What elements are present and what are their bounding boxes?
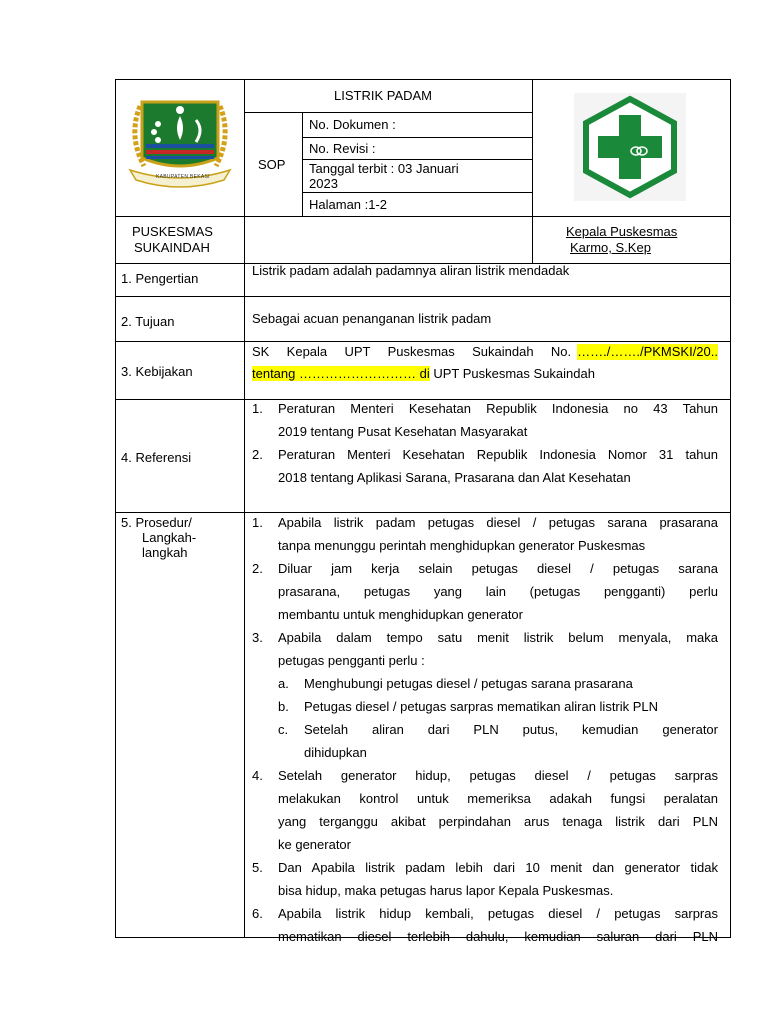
bekasi-seal-logo [124, 96, 236, 192]
kebijakan-number-placeholder: ……./……./PKMSKI/20.. [577, 344, 718, 359]
list-text: Petugas diesel / petugas sarpras mematikan aliran listrik PLN [304, 699, 659, 714]
list-number: 4. [252, 768, 263, 783]
list-number: 5. [252, 860, 263, 875]
list-item [252, 443, 718, 466]
list-text: tanpa menunggu perintah menghidupkan generator Puskesmas [278, 538, 646, 553]
referensi-list [252, 397, 718, 489]
kebijakan-label: 3. Kebijakan [121, 364, 193, 379]
list-item [252, 466, 718, 489]
list-text: 2019 tentang Pusat Kesehatan Masyarakat [278, 424, 528, 439]
document-title: LISTRIK PADAM [334, 88, 433, 103]
list-text: melakukan kontrol untuk memeriksa adakah fungsi peralatan [278, 791, 718, 806]
list-text: Apabila listrik padam petugas diesel / petugas sarana prasarana [278, 515, 718, 530]
list-text: Diluar jam kerja selain petugas diesel / petugas sarana [278, 561, 718, 576]
halaman: Halaman :1-2 [309, 197, 388, 212]
list-number: 1. [252, 515, 263, 530]
list-text: Dan Apabila listrik padam lebih dari 10 menit dan generator tidak [278, 860, 718, 875]
list-text: Peraturan Menteri Kesehatan Republik Indonesia no 43 Tahun [278, 401, 718, 416]
no-dokumen: No. Dokumen : [309, 117, 396, 132]
list-text: Setelah aliran dari PLN putus, kemudian generator [304, 722, 718, 737]
tujuan-label: 2. Tujuan [121, 314, 175, 329]
list-letter: a. [278, 676, 289, 691]
prosedur-label-1: 5. Prosedur/ [121, 515, 192, 530]
list-text: ke generator [278, 837, 351, 852]
list-letter: c. [278, 722, 289, 737]
list-number: 3. [252, 630, 263, 645]
sop-label: SOP [258, 157, 286, 172]
list-number: 2. [252, 447, 263, 462]
list-text: petugas pengganti perlu : [278, 653, 425, 668]
prosedur-label-3: langkah [142, 545, 188, 560]
list-number: 6. [252, 906, 263, 921]
list-text: prasarana, petugas yang lain (petugas pengganti) perlu [278, 584, 718, 599]
list-text: dihidupkan [304, 745, 367, 760]
pengertian-label: 1. Pengertian [121, 271, 199, 286]
list-item [252, 420, 718, 443]
puskesmas-name-2: SUKAINDAH [134, 240, 210, 255]
pengertian-text: Listrik padam adalah padamnya aliran listrik mendadak [252, 263, 570, 278]
prosedur-label-2: Langkah- [142, 530, 197, 545]
list-number: 2. [252, 561, 263, 576]
kebijakan-text-b: UPT Puskesmas Sukaindah [433, 366, 595, 381]
seal-ribbon-text: KABUPATEN BEKASI [156, 174, 210, 180]
list-number: 1. [252, 401, 263, 416]
list-item [252, 397, 718, 420]
kepala-puskesmas-title: Kepala Puskesmas [566, 224, 678, 239]
puskesmas-logo [574, 93, 686, 201]
tujuan-text: Sebagai acuan penanganan listrik padam [252, 311, 492, 326]
kebijakan-tentang-placeholder: tentang ……………………… di [252, 366, 430, 381]
kebijakan-text-a: SK Kepala UPT Puskesmas Sukaindah No. [252, 344, 572, 359]
list-text: Apabila listrik hidup kembali, petugas diesel / petugas sarpras [278, 906, 718, 921]
list-text: Apabila dalam tempo satu menit listrik belum menyala, maka [278, 630, 718, 645]
no-revisi: No. Revisi : [309, 141, 376, 156]
list-text: Peraturan Menteri Kesehatan Republik Indonesia Nomor 31 tahun [278, 447, 718, 462]
referensi-label: 4. Referensi [121, 450, 192, 465]
puskesmas-name-1: PUSKESMAS [132, 224, 213, 239]
list-text: mematikan diesel terlebih dahulu, kemudian saluran dari PLN [278, 929, 718, 944]
list-text: Menghubungi petugas diesel / petugas sarana prasarana [304, 676, 633, 691]
tanggal-terbit: Tanggal terbit : 03 Januari [309, 161, 459, 176]
list-text: yang terganggu akibat perpindahan arus tenaga listrik dari PLN [278, 814, 718, 829]
kebijakan-line-1 [252, 344, 718, 360]
kepala-puskesmas-name: Karmo, S.Kep [570, 240, 651, 255]
list-text: Setelah generator hidup, petugas diesel / petugas sarpras [278, 768, 718, 783]
kebijakan-line-2 [252, 366, 595, 382]
list-text: bisa hidup, maka petugas harus lapor Kepala Puskesmas. [278, 883, 614, 898]
tanggal-terbit-year: 2023 [309, 176, 338, 191]
list-letter: b. [278, 699, 289, 714]
list-text: membantu untuk menghidupkan generator [278, 607, 523, 622]
list-text: 2018 tentang Aplikasi Sarana, Prasarana dan Alat Kesehatan [278, 470, 631, 485]
prosedur-list [252, 511, 718, 948]
